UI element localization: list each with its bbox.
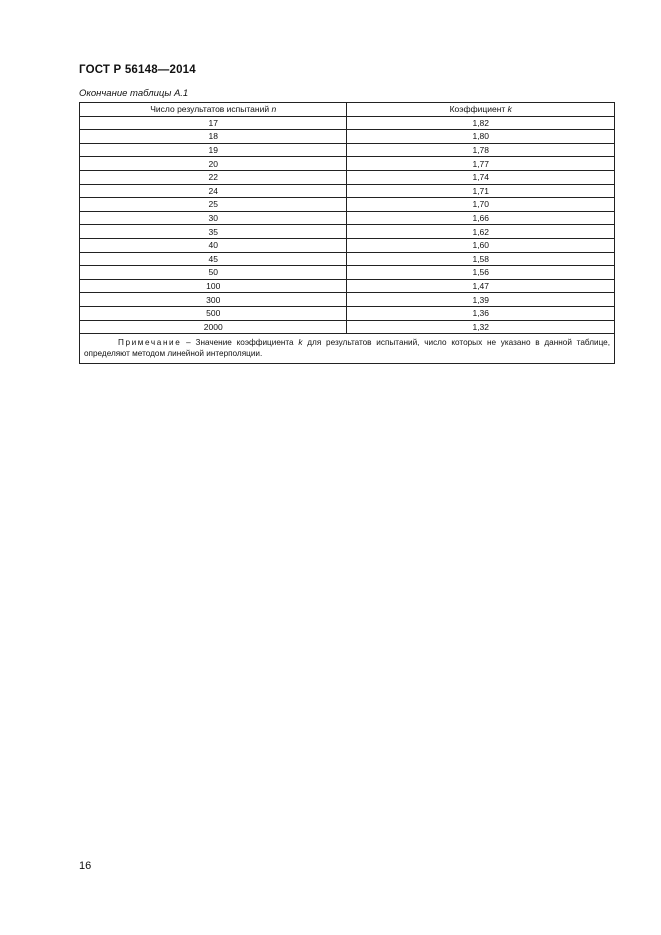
table-caption: Окончание таблицы А.1 bbox=[79, 88, 189, 99]
cell-test-count: 45 bbox=[80, 252, 347, 266]
cell-coefficient: 1,77 bbox=[347, 157, 615, 171]
table-row bbox=[80, 211, 615, 225]
cell-coefficient: 1,36 bbox=[347, 306, 615, 320]
table-row bbox=[80, 116, 615, 130]
cell-test-count: 35 bbox=[80, 225, 347, 239]
cell-coefficient: 1,78 bbox=[347, 143, 615, 157]
cell-test-count: 300 bbox=[80, 293, 347, 307]
table-row bbox=[80, 320, 615, 334]
cell-test-count: 22 bbox=[80, 170, 347, 184]
table-header-row bbox=[80, 103, 615, 117]
table-body bbox=[80, 116, 615, 334]
column-header-test-count: Число результатов испытаний n bbox=[80, 103, 347, 117]
table-row bbox=[80, 293, 615, 307]
page-number: 16 bbox=[79, 860, 92, 872]
cell-test-count: 25 bbox=[80, 198, 347, 212]
table-row bbox=[80, 130, 615, 144]
cell-coefficient: 1,32 bbox=[347, 320, 615, 334]
table-note: Примечание – Значение коэффициента k для результатов испытаний, число которых не указано в данной таблице, определяют методом линейной интерполяции. bbox=[80, 334, 615, 364]
cell-coefficient: 1,60 bbox=[347, 238, 615, 252]
table-row bbox=[80, 170, 615, 184]
table-row bbox=[80, 225, 615, 239]
table-row bbox=[80, 198, 615, 212]
cell-test-count: 2000 bbox=[80, 320, 347, 334]
table-row bbox=[80, 279, 615, 293]
cell-test-count: 24 bbox=[80, 184, 347, 198]
cell-coefficient: 1,47 bbox=[347, 279, 615, 293]
cell-test-count: 50 bbox=[80, 266, 347, 280]
cell-coefficient: 1,58 bbox=[347, 252, 615, 266]
note-row bbox=[80, 334, 615, 364]
cell-coefficient: 1,71 bbox=[347, 184, 615, 198]
cell-test-count: 20 bbox=[80, 157, 347, 171]
cell-coefficient: 1,82 bbox=[347, 116, 615, 130]
document-code: ГОСТ Р 56148—2014 bbox=[79, 64, 196, 76]
cell-test-count: 30 bbox=[80, 211, 347, 225]
cell-test-count: 18 bbox=[80, 130, 347, 144]
cell-coefficient: 1,56 bbox=[347, 266, 615, 280]
cell-test-count: 500 bbox=[80, 306, 347, 320]
cell-coefficient: 1,70 bbox=[347, 198, 615, 212]
cell-test-count: 17 bbox=[80, 116, 347, 130]
cell-test-count: 40 bbox=[80, 238, 347, 252]
table-row bbox=[80, 306, 615, 320]
table-row bbox=[80, 238, 615, 252]
cell-coefficient: 1,39 bbox=[347, 293, 615, 307]
cell-test-count: 100 bbox=[80, 279, 347, 293]
cell-coefficient: 1,80 bbox=[347, 130, 615, 144]
cell-coefficient: 1,66 bbox=[347, 211, 615, 225]
table-row bbox=[80, 184, 615, 198]
cell-coefficient: 1,62 bbox=[347, 225, 615, 239]
table-row bbox=[80, 266, 615, 280]
cell-coefficient: 1,74 bbox=[347, 170, 615, 184]
table-row bbox=[80, 252, 615, 266]
note-prefix: Примечание bbox=[118, 338, 182, 348]
coefficient-table bbox=[79, 102, 615, 364]
table-row bbox=[80, 157, 615, 171]
column-header-coefficient: Коэффициент k bbox=[347, 103, 615, 117]
cell-test-count: 19 bbox=[80, 143, 347, 157]
table-row bbox=[80, 143, 615, 157]
